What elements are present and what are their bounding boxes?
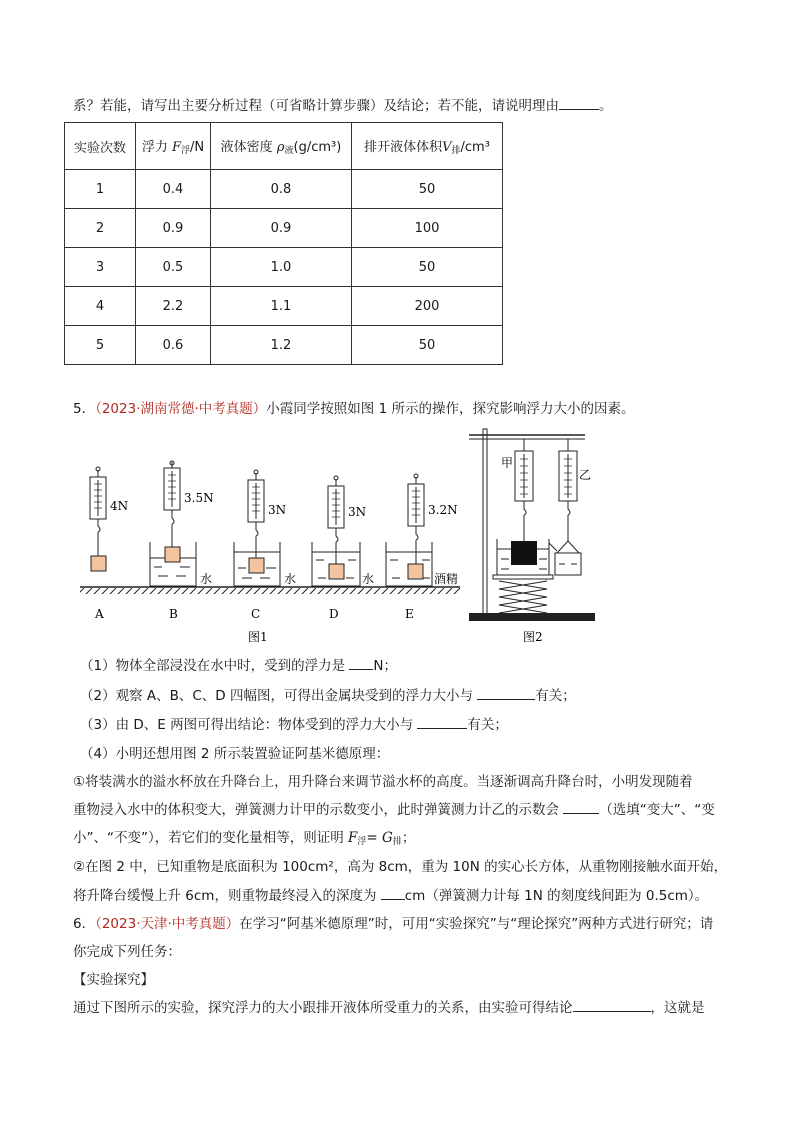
table-cell: 1 [65, 170, 136, 209]
eq-f: F [348, 830, 358, 846]
table-row [65, 209, 503, 248]
stand-base [469, 613, 595, 621]
reading-d: 3N [348, 505, 367, 519]
table-cell: 5 [65, 326, 136, 365]
q6-stem-line1 [73, 912, 713, 932]
answer-blank[interactable] [573, 998, 651, 1012]
answer-blank[interactable] [559, 96, 599, 110]
catch-cup [555, 553, 581, 575]
q6-stem2-text: 你完成下列任务： [73, 944, 181, 960]
lift-platform [493, 575, 553, 579]
letter-a: A [95, 607, 104, 621]
q5-sub1-text: （1）物体全部浸没在水中时，受到的浮力是 [80, 658, 346, 674]
q5-p2-line2 [73, 884, 708, 904]
intro-text: 系？若能，请写出主要分析过程（可省略计算步骤）及结论；若不能，请说明理由 [73, 98, 559, 114]
q6-section [73, 968, 154, 988]
q5-p1-l2-end: （选填“变大”、“变 [599, 802, 715, 818]
table-cell: 1.1 [211, 287, 352, 326]
letter-b: B [169, 607, 178, 621]
q5-sub1-end: N； [373, 658, 397, 674]
liquid-b: 水 [200, 572, 213, 586]
letter-c: C [251, 607, 261, 621]
q6-stem1-text: 在学习“阿基米德原理”时，可用“实验探究”与“理论探究”两种方式进行研究；请 [239, 916, 714, 932]
q5-sub2-end: 有关； [535, 688, 576, 704]
q6-source: （2023·天津·中考真题） [95, 916, 240, 932]
figure-2 [465, 425, 615, 647]
q5-p1-line1 [73, 770, 693, 790]
setup-a [90, 467, 128, 621]
q5-p1-l1-text: ①将装满水的溢水杯放在升降台上，用升降台来调节溢水杯的高度。当逐渐调高升降台时，小明发现随着 [73, 774, 693, 790]
table-cell: 0.4 [136, 170, 211, 209]
table-cell: 0.5 [136, 248, 211, 287]
q5-source: （2023·湖南常德·中考真题） [95, 401, 267, 417]
header-density: 液体密度 $\rho_液(g/cm^3)$ [211, 123, 352, 170]
letter-e: E [405, 607, 414, 621]
q5-sub1 [80, 654, 397, 674]
table-cell: 50 [352, 326, 503, 365]
table-cell: 1.0 [211, 248, 352, 287]
block-d [329, 564, 344, 579]
q5-sub3-end: 有关； [467, 717, 508, 733]
eq-end: ； [401, 830, 416, 846]
setup-c [234, 470, 296, 621]
q5-p1-line2 [73, 798, 715, 818]
setup-e [386, 474, 458, 621]
header-volume: 排开液体体积$V_排$/cm³ [352, 123, 503, 170]
q5-p2-l2-end: cm（弹簧测力计每 1N 的刻度线间距为 0.5cm）。 [404, 888, 709, 904]
setup-d [312, 476, 374, 621]
table-cell: 1.2 [211, 326, 352, 365]
q6-stem-line2 [73, 940, 181, 960]
block-e [408, 564, 423, 579]
figure-1 [76, 460, 460, 645]
label-yi: 乙 [579, 468, 592, 482]
fig1-caption: 图1 [248, 630, 268, 644]
table-cell: 0.6 [136, 326, 211, 365]
eq-g-sub: 排 [392, 837, 402, 847]
liquid-e: 酒精 [434, 572, 459, 586]
q6-line-a [73, 996, 705, 1016]
eq-f-sub: 浮 [357, 837, 367, 847]
table-header-row [65, 123, 503, 170]
table-cell: 2.2 [136, 287, 211, 326]
table-cell: 200 [352, 287, 503, 326]
answer-blank[interactable] [477, 686, 535, 700]
q5-sub4 [80, 742, 389, 762]
header-buoyancy: 浮力 $F_浮/N$ [136, 123, 211, 170]
reading-c: 3N [268, 503, 287, 517]
reading-a: 4N [110, 499, 129, 513]
q5-p2-line1 [73, 855, 727, 875]
q5-sub3-text: （3）由 D、E 两图可得出结论：物体受到的浮力大小与 [80, 717, 414, 733]
q6-line-a-text: 通过下图所示的实验，探究浮力的大小跟排开液体所受重力的关系，由实验可得结论 [73, 1000, 573, 1016]
q5-p1-line3 [73, 826, 415, 847]
table-cell: 0.9 [211, 209, 352, 248]
table-cell: 4 [65, 287, 136, 326]
block-b [165, 547, 180, 562]
table-cell: 0.9 [136, 209, 211, 248]
table-row [65, 326, 503, 365]
reading-e: 3.2N [428, 503, 458, 517]
setup-b [150, 461, 214, 621]
table-cell: 50 [352, 170, 503, 209]
q5-sub2-text: （2）观察 A、B、C、D 四幅图，可得出金属块受到的浮力大小与 [80, 688, 473, 704]
q5-p1-l2-text: 重物浸入水中的体积变大，弹簧测力计甲的示数变小，此时弹簧测力计乙的示数会 [73, 802, 559, 818]
intro-end: 。 [599, 98, 613, 114]
heavy-block [511, 541, 537, 565]
table-cell: 50 [352, 248, 503, 287]
table-cell: 0.8 [211, 170, 352, 209]
q5-sub2 [80, 684, 576, 704]
table-cell: 3 [65, 248, 136, 287]
fig2-caption: 图2 [523, 630, 543, 644]
q5-stem [73, 397, 634, 417]
eq-g: = G [366, 830, 393, 846]
table-cell: 100 [352, 209, 503, 248]
ground-hatch [80, 588, 460, 594]
table-row [65, 248, 503, 287]
intro-line [73, 94, 613, 114]
table-cell: 2 [65, 209, 136, 248]
q6-line-b-text: ，这就是 [650, 1000, 705, 1016]
answer-blank[interactable] [349, 656, 373, 670]
q5-number: 5． [73, 401, 96, 417]
q6-section-title: 【实验探究】 [73, 972, 154, 988]
letter-d: D [329, 607, 339, 621]
answer-blank[interactable] [381, 886, 405, 900]
block-a [91, 556, 106, 571]
liquid-c: 水 [284, 572, 297, 586]
q5-stem-text: 小霞同学按照如图 1 所示的操作，探究影响浮力大小的因素。 [266, 401, 635, 417]
q5-p2-l1-text: ②在图 2 中，已知重物是底面积为 100cm²，高为 8cm，重为 10N 的实心长方体，从重物刚接触水面开始， [73, 859, 728, 875]
header-trial: 实验次数 [65, 123, 136, 170]
data-table [64, 122, 503, 365]
table-row [65, 287, 503, 326]
stand-pole [483, 429, 487, 615]
q5-sub4-text: （4）小明还想用图 2 所示装置验证阿基米德原理： [80, 746, 390, 762]
answer-blank[interactable] [563, 800, 599, 814]
q5-sub3 [80, 713, 508, 733]
block-c [249, 558, 264, 573]
q5-p1-l3-text: 小”、“不变”），若它们的变化量相等，则证明 [73, 830, 344, 846]
answer-blank[interactable] [417, 715, 467, 729]
liquid-d: 水 [362, 572, 375, 586]
reading-b: 3.5N [184, 491, 214, 505]
q6-number: 6． [73, 916, 96, 932]
scissor-lift [499, 581, 547, 613]
table-row [65, 170, 503, 209]
label-jia: 甲 [501, 456, 514, 470]
q5-p2-l2-text: 将升降台缓慢上升 6cm，则重物最终浸入的深度为 [73, 888, 377, 904]
overflow-spout [549, 543, 557, 551]
